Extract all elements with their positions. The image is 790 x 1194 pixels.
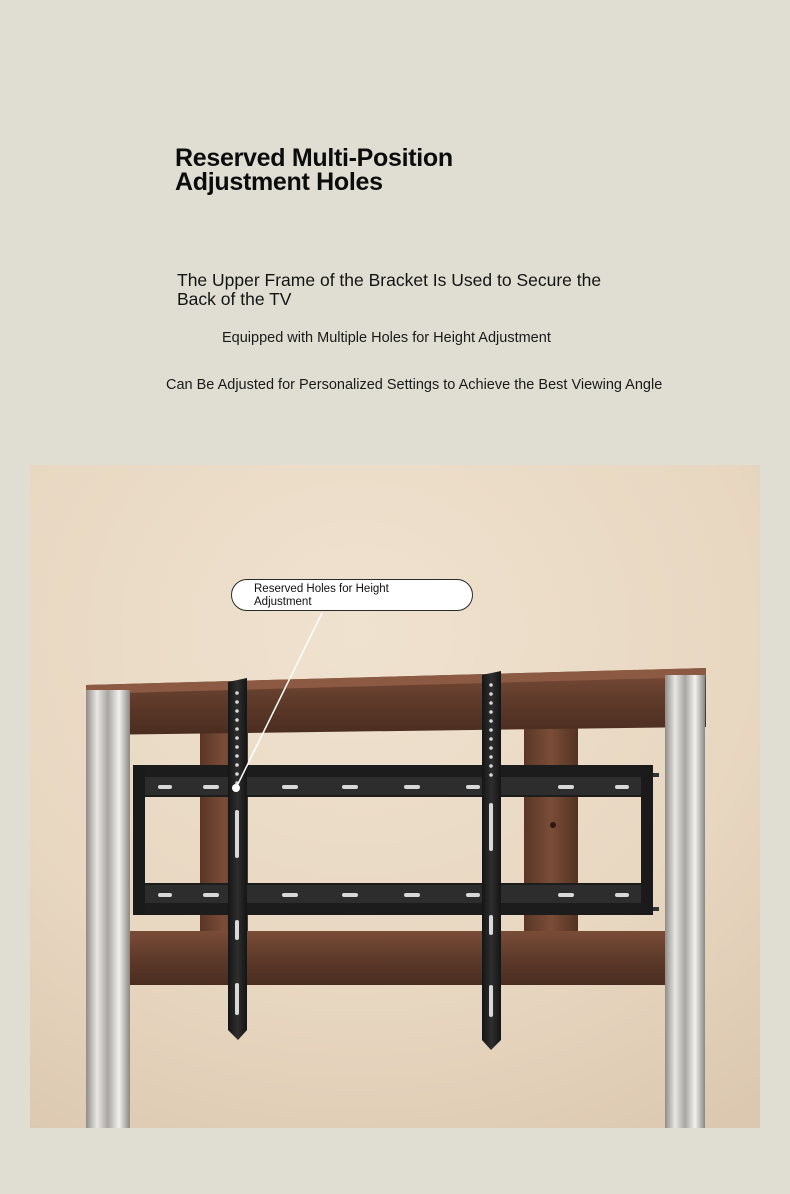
adjustment-arm-right bbox=[482, 671, 501, 1050]
steel-post-right bbox=[665, 675, 705, 1128]
description-upper-frame bbox=[177, 271, 647, 309]
callout-reserved-holes bbox=[231, 579, 473, 611]
description-line-2: Back of the TV bbox=[177, 289, 292, 309]
callout-line-1: Reserved Holes for Height bbox=[254, 583, 389, 595]
callout-line-2: Adjustment bbox=[254, 596, 312, 608]
wood-bottom-rail bbox=[105, 931, 670, 985]
product-photo bbox=[30, 465, 760, 1128]
page-title bbox=[175, 146, 595, 194]
description-viewing-angle: Can Be Adjusted for Personalized Settings to Achieve the Best Viewing Angle bbox=[166, 377, 663, 393]
description-multiple-holes: Equipped with Multiple Holes for Height Adjustment bbox=[222, 330, 551, 346]
steel-post-left bbox=[86, 690, 130, 1128]
title-line-1: Reserved Multi-Position bbox=[175, 144, 453, 172]
callout-anchor-dot bbox=[232, 784, 240, 792]
description-line-1: The Upper Frame of the Bracket Is Used to Secure the bbox=[177, 270, 602, 290]
title-line-2: Adjustment Holes bbox=[175, 168, 383, 196]
adjustment-arm-left bbox=[228, 678, 247, 1040]
